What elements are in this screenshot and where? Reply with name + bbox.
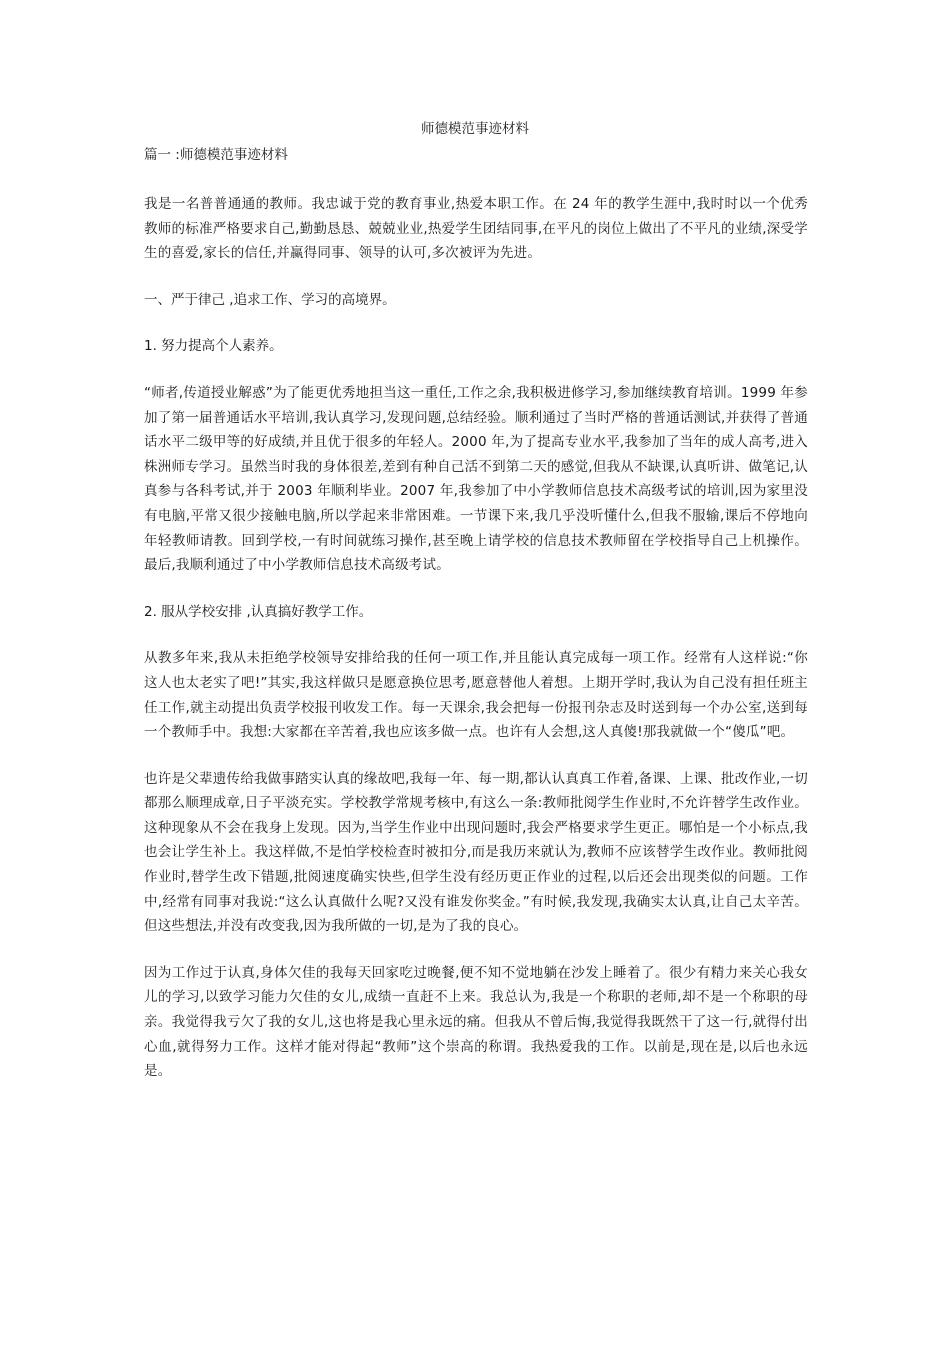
item-heading-2: 2. 服从学校安排 ,认真搞好教学工作。 <box>144 603 373 620</box>
intro-paragraph: 我是一名普普通通的教师。我忠诚于党的教育事业,热爱本职工作。在 24 年的教学生涯中,我时时以一个优秀教师的标准严格要求自己,勤勤恳恳、兢兢业业,热爱学生团结同事,在平凡的岗位上做出了不平凡的业绩,深受学生的喜爱,家长的信任,并赢得同事、领导的认可,多次被评为先进。 <box>144 196 808 262</box>
item-2-paragraph-1: 从教多年来,我从未拒绝学校领导安排给我的任何一项工作,并且能认真完成每一项工作。经常有人这样说:“你这人也太老实了吧!”其实,我这样做只是愿意换位思考,愿意替他人着想。上期开学时,我认为自己没有担任班主任工作,就主动提出负责学校报刊收发工作。每一天课余,我会把每一份报刊杂志及时送到每一个办公室,送到每一个教师手中。我想:大家都在辛苦着,我也应该多做一点。也许有人会想,这人真傻!那我就做一个“傻瓜”吧。 <box>144 650 808 741</box>
item-heading-1: 1. 努力提高个人素养。 <box>144 338 283 355</box>
section-heading-1: 一、严于律己 ,追求工作、学习的高境界。 <box>144 291 396 308</box>
document-subtitle: 篇一 :师德模范事迹材料 <box>144 147 288 163</box>
document-title: 师德模范事迹材料 <box>421 121 529 137</box>
item-2-paragraph-2: 也许是父辈遗传给我做事踏实认真的缘故吧,我每一年、每一期,都认认真真工作着,备课、上课、批改作业,一切都那么顺理成章,日子平淡充实。学校教学常规考核中,有这么一条:教师批阅学生作业时,不允许替学生改作业。这种现象从不会在我身上发现。因为,当学生作业中出现问题时,我会严格要求学生更正。哪怕是一个小标点,我也会让学生补上。我这样做,不是怕学校检查时被扣分,而是我历来就认为,教师不应该替学生改作业。教师批阅作业时,替学生改下错题,批阅速度确实快些,但学生没有经历更正作业的过程,以后还会出现类似的问题。工作中,经常有同事对我说:“这么认真做什么呢?又没有谁发你奖金。”有时候,我发现,我确实太认真,让自己太辛苦。但这些想法,并没有改变我,因为我所做的一切,是为了我的良心。 <box>144 770 808 935</box>
document-body <box>144 192 808 1106</box>
item-1-paragraph: “师者,传道授业解惑”为了能更优秀地担当这一重任,工作之余,我积极进修学习,参加继续教育培训。1999 年参加了第一届普通话水平培训,我认真学习,发现问题,总结经验。顺利通过了当时严格的普通话测试,并获得了普通话水平二级甲等的好成绩,并且优于很多的年轻人。2000 年,为了提高专业水平,我参加了当年的成人高考,进入株洲师专学习。虽然当时我的身体很差,差到有种自己活不到第二天的感觉,但我从不缺课,认真听讲、做笔记,认真参与各科考试,并于 2003 年顺利毕业。2007 年,我参加了中小学教师信息技术高级考试的培训,因为家里没有电脑,平常又很少接触电脑,所以学起来非常困难。一节课下来,我几乎没听懂什么,但我不服输,课后不停地向年轻教师请教。回到学校,一有时间就练习操作,甚至晚上请学校的信息技术教师留在学校指导自己上机操作。最后,我顺利通过了中小学教师信息技术高级考试。 <box>144 384 808 574</box>
item-2-paragraph-3: 因为工作过于认真,身体欠佳的我每天回家吃过晚餐,便不知不觉地躺在沙发上睡着了。很少有精力来关心我女儿的学习,以致学习能力欠佳的女儿,成绩一直赶不上来。我总认为,我是一个称职的老师,却不是一个称职的母亲。我觉得我亏欠了我的女儿,这也将是我心里永远的痛。但我从不曾后悔,我觉得我既然干了这一行,就得付出心血,就得努力工作。这样才能对得起“教师”这个崇高的称谓。我热爱我的工作。以前是,现在是,以后也永远是。 <box>144 964 808 1080</box>
